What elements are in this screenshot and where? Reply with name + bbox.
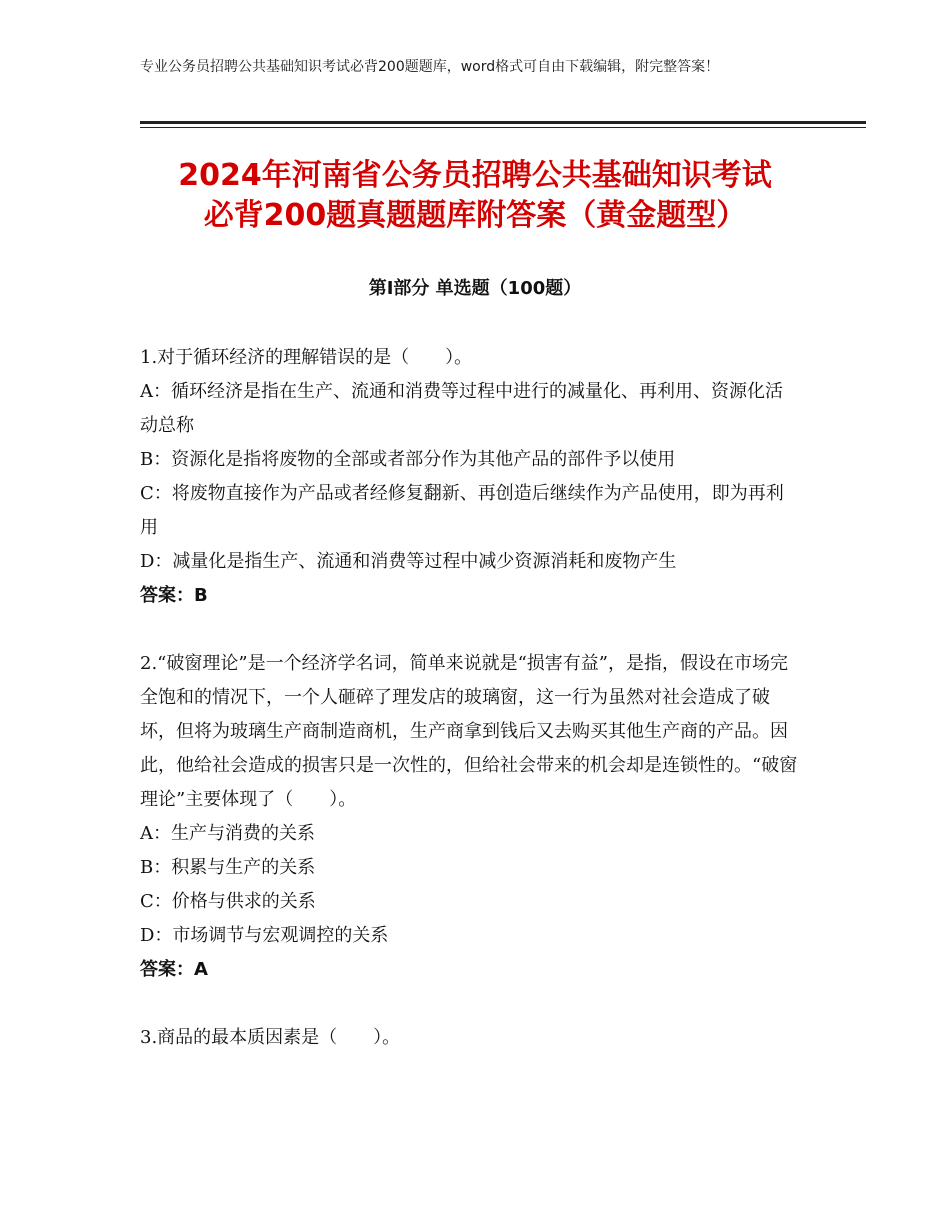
question-option-c: C：价格与供求的关系	[140, 891, 316, 912]
document-title-line-2: 必背200题真题题库附答案（黄金题型）	[203, 198, 747, 233]
question-list	[140, 341, 800, 1055]
document-title	[100, 156, 850, 236]
section-heading: 第Ⅰ部分 单选题（100题）	[368, 278, 582, 299]
question-option-a: A：生产与消费的关系	[140, 823, 315, 844]
question-item	[140, 1021, 800, 1055]
question-answer: 答案：A	[140, 959, 208, 980]
question-option-a: A：循环经济是指在生产、流通和消费等过程中进行的减量化、再利用、资源化活动总称	[140, 381, 783, 436]
header-note: 专业公务员招聘公共基础知识考试必背200题题库，word格式可自由下载编辑，附完整答案！	[140, 59, 720, 75]
question-option-b: B：资源化是指将废物的全部或者部分作为其他产品的部件予以使用	[140, 449, 676, 470]
question-option-d: D：减量化是指生产、流通和消费等过程中减少资源消耗和废物产生	[140, 551, 677, 572]
document-title-line-1: 2024年河南省公务员招聘公共基础知识考试	[178, 158, 772, 193]
question-answer: 答案：B	[140, 585, 208, 606]
header-rule-thin	[140, 127, 866, 128]
question-option-d: D：市场调节与宏观调控的关系	[140, 925, 389, 946]
question-item	[140, 341, 800, 613]
question-option-b: B：积累与生产的关系	[140, 857, 316, 878]
question-item	[140, 647, 800, 987]
question-stem: 1.对于循环经济的理解错误的是（ ）。	[140, 347, 473, 368]
question-spacer	[140, 987, 800, 1021]
question-spacer	[140, 613, 800, 647]
header-rule-thick	[140, 121, 866, 124]
question-option-c: C：将废物直接作为产品或者经修复翻新、再创造后继续作为产品使用，即为再利用	[140, 483, 784, 538]
question-stem: 3.商品的最本质因素是（ ）。	[140, 1027, 401, 1048]
question-stem: 2.“破窗理论”是一个经济学名词，简单来说就是“损害有益”，是指，假设在市场完全饱和的情况下，一个人砸碎了理发店的玻璃窗，这一行为虽然对社会造成了破坏，但将为玻璃生产商制造商机，生产商拿到钱后又去购买其他生产商的产品。因此，他给社会造成的损害只是一次性的，但给社会带来的机会却是连锁性的。“破窗理论”主要体现了（ ）。	[140, 653, 798, 810]
